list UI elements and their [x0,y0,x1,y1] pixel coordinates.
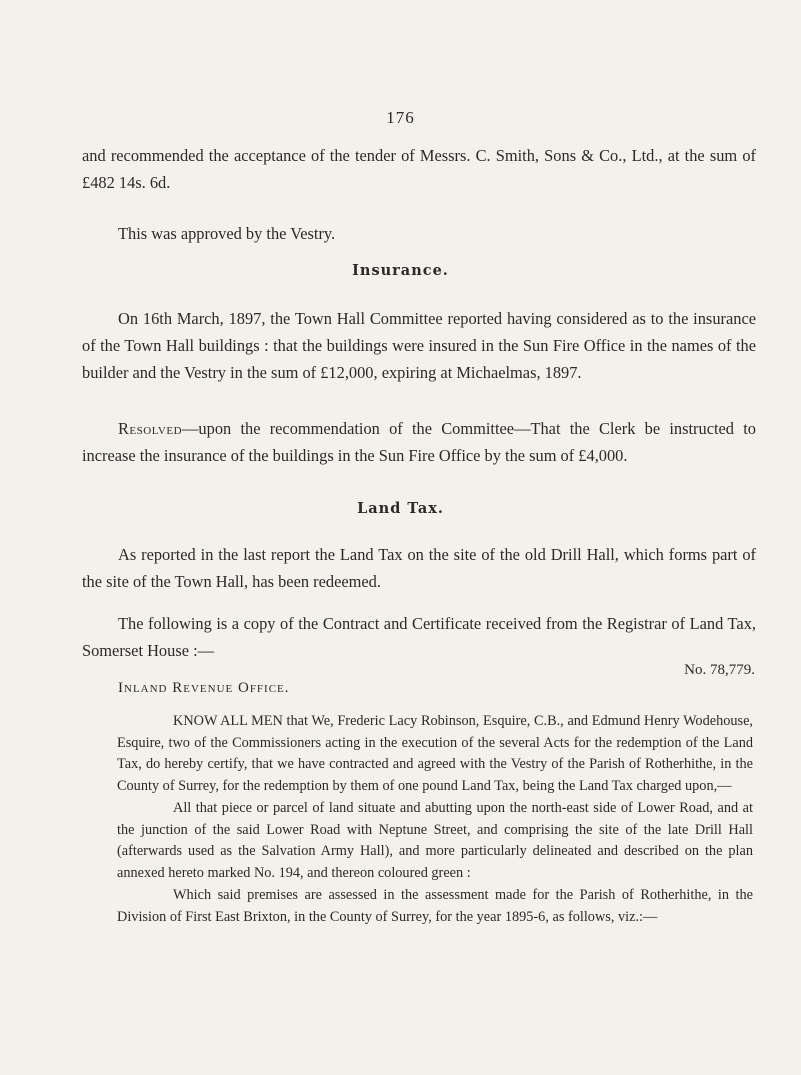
paragraph-insurance-text: On 16th March, 1897, the Town Hall Committee reported having considered as to the insurance of the Town Hall buildings : that the buildings were insured in the Sun Fire Office in the names of the builder and the Vestry in the sum of £12,000, expiring at Michaelmas, 1897. [82,309,756,382]
paragraph-approved [82,220,756,247]
paragraph-tender [82,142,756,196]
page-number: 176 [386,108,415,127]
paragraph-tender-text: and recommended the acceptance of the tender of Messrs. C. Smith, Sons & Co., Ltd., at the sum of £482 14s. 6d. [82,146,756,192]
contract-text [117,711,753,928]
heading-insurance: Insurance. [352,262,449,279]
paragraph-approved-text: This was approved by the Vestry. [118,224,336,243]
paragraph-resolved-text: —upon the recommendation of the Committee—That the Clerk be instructed to increase the insurance of the buildings in the Sun Fire Office by the sum of £4,000. [82,419,756,465]
contract-number: No. 78,779. [684,662,755,678]
contract-paragraph-3: Which said premises are assessed in the assessment made for the Parish of Rotherhithe, in the Division of First East Brixton, in the County of Surrey, for the year 1895-6, as follows, viz.:— [117,887,753,925]
paragraph-resolved [82,415,756,469]
heading-land-tax: Land Tax. [357,500,444,517]
contract-paragraph-1: KNOW ALL MEN that We, Frederic Lacy Robinson, Esquire, C.B., and Edmund Henry Wodehouse, Esquire, two of the Commissioners acting in the execution of the several Acts for the redemption of the Land Tax, do hereby certify, that we have contracted and agreed with the Vestry of the Parish of Rotherhithe, in the County of Surrey, for the redemption by them of one pound Land Tax, being the Land Tax charged upon,— [117,713,753,794]
paragraph-land-tax [82,541,756,595]
paragraph-land-tax-text: As reported in the last report the Land Tax on the site of the old Drill Hall, which forms part of the site of the Town Hall, has been redeemed. [82,545,756,591]
paragraph-insurance [82,305,756,386]
office-name: Inland Revenue Office. [118,680,290,696]
resolved-word: Resolved [118,419,183,438]
paragraph-copy-text: The following is a copy of the Contract and Certificate received from the Registrar of Land Tax, Somerset House :— [82,614,756,660]
paragraph-copy [82,610,756,664]
contract-paragraph-2: All that piece or parcel of land situate and abutting upon the north-east side of Lower Road, and at the junction of the said Lower Road with Neptune Street, and comprising the site of the late Drill Hall (afterwards used as the Salvation Army Hall), and more particularly delineated and described on the plan annexed hereto marked No. 194, and thereon coloured green : [117,800,753,881]
